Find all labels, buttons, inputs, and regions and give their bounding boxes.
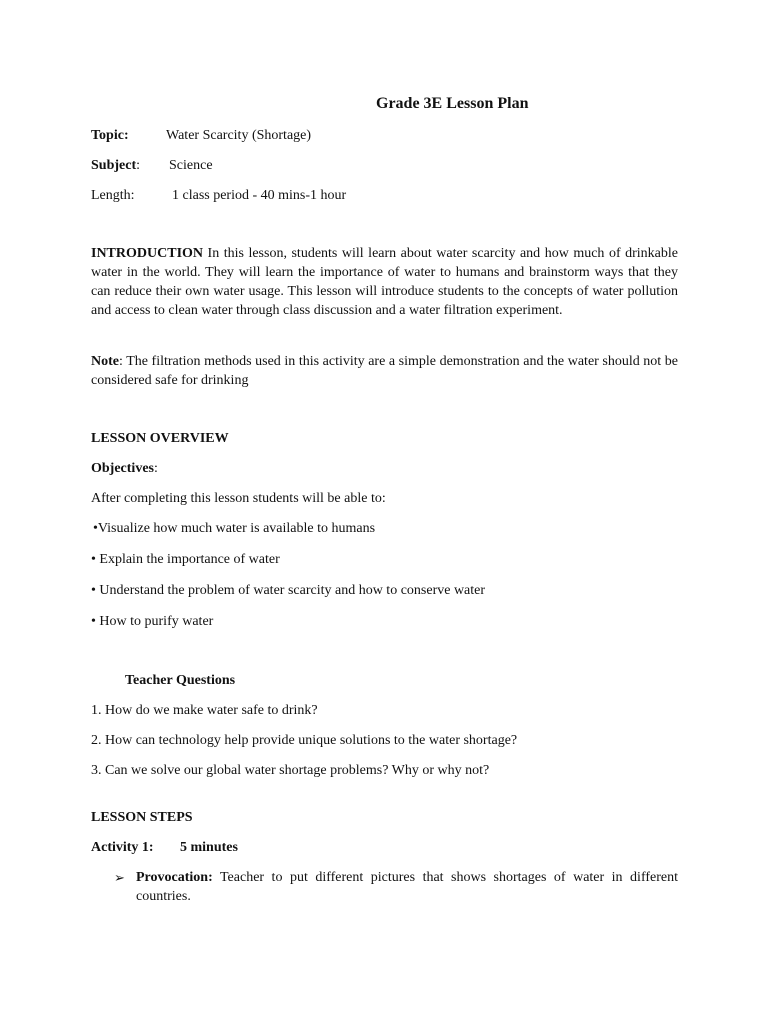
length-label: Length: bbox=[91, 188, 135, 203]
overview-heading: LESSON OVERVIEW bbox=[91, 431, 229, 446]
note-paragraph bbox=[91, 352, 678, 390]
introduction-paragraph bbox=[91, 244, 678, 320]
subject-colon: : bbox=[136, 158, 141, 173]
note-text: : The filtration methods used in this activity are a simple demonstration and the water should not be considered safe for drinking bbox=[91, 354, 678, 388]
note-label: Note bbox=[91, 354, 119, 369]
objectives-intro: After completing this lesson students will be able to: bbox=[91, 491, 386, 506]
document-title: Grade 3E Lesson Plan bbox=[376, 95, 529, 112]
objective-item: • Explain the importance of water bbox=[91, 552, 280, 567]
objective-item: • Understand the problem of water scarcity and how to conserve water bbox=[91, 583, 486, 598]
topic-value: Water Scarcity (Shortage) bbox=[166, 128, 312, 143]
objectives-label: Objectives bbox=[91, 461, 154, 476]
introduction-heading: INTRODUCTION bbox=[91, 246, 204, 261]
introduction-text: In this lesson, students will learn about water scarcity and how much of drinkable water in the world. They will learn the importance of water to humans and brainstorm ways that they can reduce their own water usage. This lesson will introduce students to the concepts of water pollution and access to clean water through class discussion and a water filtration experiment. bbox=[91, 246, 678, 318]
subject-value: Science bbox=[169, 158, 213, 173]
objectives-row bbox=[91, 459, 158, 478]
teacher-questions-heading: Teacher Questions bbox=[125, 673, 236, 688]
topic-label: Topic: bbox=[91, 128, 129, 143]
objectives-colon: : bbox=[153, 461, 158, 476]
teacher-question: 3. Can we solve our global water shortage problems? Why or why not? bbox=[91, 763, 490, 778]
teacher-question: 1. How do we make water safe to drink? bbox=[91, 703, 318, 718]
subject-label: Subject bbox=[91, 158, 137, 173]
objective-item: •Visualize how much water is available to humans bbox=[93, 521, 376, 536]
provocation-text: Teacher to put different pictures that shows shortages of water in different countries. bbox=[136, 870, 678, 904]
activity-label: Activity 1: bbox=[91, 840, 154, 855]
arrow-bullet-icon: ➢ bbox=[114, 870, 125, 885]
subject-row bbox=[91, 156, 140, 175]
provocation-item bbox=[136, 868, 678, 906]
teacher-question: 2. How can technology help provide unique solutions to the water shortage? bbox=[91, 733, 518, 748]
objective-item: • How to purify water bbox=[91, 614, 214, 629]
activity-duration: 5 minutes bbox=[180, 840, 238, 855]
length-value: 1 class period - 40 mins-1 hour bbox=[172, 188, 347, 203]
lesson-steps-heading: LESSON STEPS bbox=[91, 810, 193, 825]
provocation-label: Provocation: bbox=[136, 870, 213, 885]
